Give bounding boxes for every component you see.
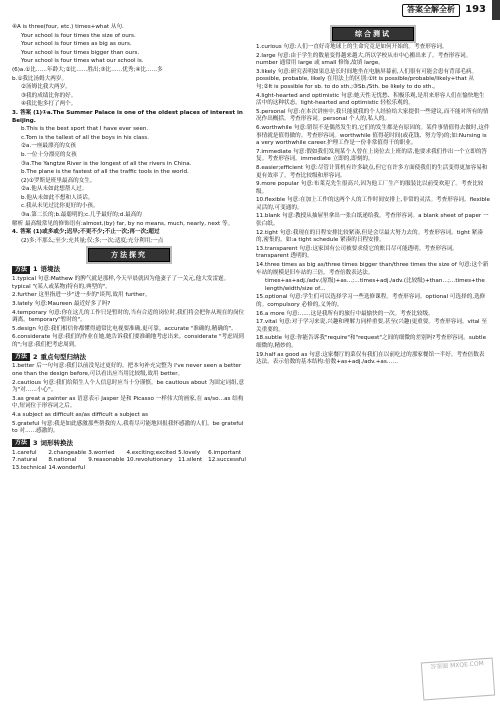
test-item: 13.transparent 句意:这家国有公司被要求使它的账目尽可能透明。考查形容词。transparent 透明的。: [256, 245, 458, 260]
word-item: 4.exciting;excited: [126, 449, 177, 456]
test-item: 18.subtle 句意:你能告诉我"require"和"request"之间的细微的差别吗?考查形容词。subtle 细微的,精妙的。: [256, 335, 487, 349]
top-line: ④A is three(four, etc.) times+what 从句.: [12, 24, 124, 30]
answer-line: b.The plane is the fastest of all the traffic tools in the world.: [21, 169, 189, 176]
method-title: 语境法: [40, 265, 61, 274]
test-item: 12.tight 句意:我现在的日程安排比较紧凑,但是会尽最大努力去的。考查形容词。tight 紧凑的,密集的。如:a tight schedule 紧凑的日程安排。: [256, 229, 483, 244]
word-item: 10.revolutionary: [126, 457, 173, 464]
method-heading: [12, 265, 246, 274]
method-item: 3.as great a painter as 语意表示 Jasper 是和 Picasso 一样伟大的画家,在 as/so…as 结构中,短词位于形容词之后。: [12, 395, 244, 410]
edge-stripe: [492, 0, 500, 20]
top-line: Your school is four times bigger than ours.: [21, 49, 140, 56]
word-item: 5.lovely: [178, 449, 201, 456]
site-watermark: 答案圈 MXQE.COM: [421, 658, 495, 701]
method-item: 6.considerate 句意:我们的作业在她,她告诉我们要准确地考虑出来。considerate "考虑周到的";句意:我们把考虑周到。: [12, 334, 244, 349]
test-item: 17.vital 句意:对于学习来说,兴趣和理解力同样重要,甚至(兴趣)更重要。考查形容词。vital 至关重要的。: [256, 319, 487, 333]
answer-line: c.Tom is the tallest of all the boys in his class.: [21, 134, 149, 141]
method-item: 1.better 后一句句意:我们以前没见过更好的。把本句补充完整为 I've never seen a better one than the design before,可以看出应当用比较级,故用 better。: [12, 363, 242, 378]
test-item: 15.optional 句意:学生们可以选择学习一些选修课程。考查形容词。optional 可选择的,选修的。compulsory 必修的,义务的。: [256, 294, 486, 308]
word-item: 9.reasonable: [88, 457, 125, 464]
top-line: ④我比他多打了两个。: [21, 101, 77, 108]
page-header: [0, 0, 500, 20]
top-line: Your school is four times the size of ours.: [21, 32, 136, 39]
test-item: 4.light-hearted and optimistic 句意:她天性无忧愁、积极乐观,是用来形容人们在愉快地生活中的这种状态。light-hearted and optimistic 轻松乐观的。: [256, 92, 485, 107]
word-item: 11.silent: [178, 457, 203, 464]
top-line: Your school is four times as big as ours.: [21, 41, 132, 48]
test-item: 9.more popular 句意:布莱克先生很高兴,因为他工厂生产的服装比以前受欢迎了。考查比较级。: [256, 181, 484, 195]
method-number: 3: [33, 438, 38, 447]
top-line: b.①我比汤姆大两岁。: [12, 75, 68, 82]
method-tag: 方法: [12, 439, 30, 447]
top-line: Your school is four times what our school is.: [21, 58, 144, 65]
top-line: ②汤姆比我大两岁。: [21, 84, 71, 91]
method-item: 4.temporary 句意:你在这儿的工作只是暂时的,当有合适的岗位时,我们将会把你从现在的岗位调离。temporary"暂时的"。: [12, 309, 245, 324]
test-item: 14.three times as big as/three times bigger than/three times the size of 句意:这个新车站的规模是旧车站的三倍。考查倍数表达法。: [256, 262, 489, 276]
word-item: 13.technical: [12, 464, 47, 471]
method-title: 词形转换法: [40, 438, 74, 447]
right-column: [256, 24, 490, 368]
method-heading: [12, 353, 246, 362]
method-tag: 方法: [12, 353, 30, 361]
method-item: 2.further 这里指进一步"进一步的"谈判,故用 further。: [12, 292, 151, 299]
method-item: 3.lately 句意:Maureen 最近好多了吗?: [12, 301, 111, 308]
method-item: 2.cautious 句意:我们给陌生人个人信息时应当十分谨慎。be cautious about 为固定词组,意为"对……小心"。: [12, 379, 245, 394]
test-item: 10.flexible 句意:在加上工作的这两个人的工作时间安排上,非常的灵活。考查形容词。flexible 灵活的,可变通的。: [256, 197, 490, 211]
test-item: 11.blank 句意:教授从抽屉里拿出一张白纸递给我。考查形容词。a blank sheet of paper 一张白纸。: [256, 213, 489, 228]
answer-line: (2)①罗斯是班里最高的女生。: [21, 177, 96, 184]
answer-line: b.This is the best sport that I have ever seen.: [21, 126, 149, 133]
method-heading: [12, 439, 246, 448]
top-line: (6)a.①比……年龄大;②比……胜出;③比……优秀;④比……多: [12, 66, 163, 73]
word-item: 6.important: [208, 449, 242, 456]
test-item: times+as+adj./adv.(原级)+as…;…times+adj./adv.(比较级)+than…;…times+the length/width/size of…: [265, 278, 485, 292]
answer-line: 4. 答案 (1)或多或少;迟早;不更不少;不止一次;再一次;超过: [12, 229, 160, 236]
answer-line: ②a.他从未如此想帮人过。: [21, 186, 88, 193]
answer-line: c.我从未见过比你更好的小孩。: [21, 203, 99, 210]
answer-line: ③a.第二长的;b.最聪明的;c.几乎最好的;d.最高的: [21, 212, 142, 219]
left-column: [12, 24, 246, 472]
method-title: 重点句型归纳法: [40, 352, 87, 361]
word-item: 2.changeable: [48, 449, 87, 456]
section-banner: 综合测试: [332, 27, 414, 41]
word-item: 3.worried: [88, 449, 115, 456]
word-item: 7.natural: [12, 457, 38, 464]
answer-line: (2)多;不那么;至少;充其量;仅;多;一次;适度;充分利用;一点: [21, 237, 164, 244]
test-item: 1.curious 句意:人们一直好奇地球上的生命究竟是如何开始的。考查形容词。: [256, 44, 448, 50]
test-item: 5.personal 句意:在本次讲座中,我只能就我的个人经验给大家提供一些建议,而不能对所有的情况作出概括。考查形容词。personal 个人的,私人的。: [256, 108, 489, 123]
word-item: 1.careful: [12, 449, 37, 456]
method-tag: 方法: [12, 266, 30, 274]
test-item: 8.easier;efficient 句意:尽管计算机有许多缺点,但它在许多方面使我们的生活变得更加容易和更有效率了。考查比较级和形容词。: [256, 164, 488, 179]
section-banner: 方法探究: [88, 248, 170, 262]
test-item: 2.large 句意:由于学生的数量变得越来越大,所以学校从市中心搬出来了。考查形容词。number 通常用 large 或 small 修饰,故填 large。: [256, 52, 472, 67]
test-item: 3.likely 句意:研究表明如果总是长时间地坐在电脑屏幕前,人们很有可能会患有背部毛病。possible, probable, likely 在用法上的区别:①It is possible/probable/likely+that 从句;②It is possible for sb. to do sth.;③Sb./Sth. be likely to do sth.。: [256, 68, 478, 90]
top-line: ③我的成绩比你的好。: [21, 92, 77, 99]
analysis-line: 解析 最高级常见的修饰语有:almost,(by) far, by no means, much, nearly, next 等。: [12, 220, 234, 227]
word-form-grid: [12, 450, 246, 473]
page-number: 193: [465, 4, 486, 15]
method-item: 1.typical 句意:Mathew 的脾气就是那样,今天早晨就因为他妻子了一关元,他大发雷霆。typical "(某人或某物)特有的,典型的"。: [12, 276, 230, 290]
answer-line: 3. 答案 (1)①a.The Summer Palace is one of the oldest places of interest in Beijing.: [12, 109, 243, 124]
answer-line: ②a.一座最漂亮的女孩: [21, 143, 76, 150]
method-number: 1: [33, 265, 38, 274]
method-item: 5.design 句意:我们相信你都懂得通常比电视要准确,更可靠。accurate "准确的,精确的"。: [12, 325, 237, 332]
answer-brand-label: 答案全解全析: [402, 4, 460, 17]
answer-line: b.他从未如此不想和人谈话。: [21, 194, 94, 201]
test-item: 19.half as good as 句意:这家餐厅的菜仅有我们在以前吃过的那家餐馆一半好。考查倍数表达法。表示倍数的基本结构:倍数+as+adj./adv.+as……: [256, 351, 485, 366]
word-item: 12.successful: [208, 457, 246, 464]
test-item: 16.a more 句意:……这是我所有的旅行中最愉快的一次。考查比较级。: [256, 310, 434, 317]
method-number: 2: [33, 352, 38, 361]
test-item: 7.immediate 句意:假如我们发现某个人曾在上岗位去上班的话,他要求我们作出一个立即的答复。考查形容词。immediate 立即的,即刻的。: [256, 148, 488, 163]
word-item: 14.wonderful: [48, 464, 86, 471]
method-item: 5.grateful 句意:我是如此感激那些帮我的人,我将尽可能地回报我怀感激的人们。be grateful to 对……感激的。: [12, 420, 244, 435]
answer-line: ③a.The Yangtze River is the longest of all the rivers in China.: [21, 160, 192, 167]
method-item: 4.a subject as difficult as/as difficult a subject as: [12, 412, 148, 418]
test-item: 6.worthwhile 句意:错误不是偶然发生的,它们的发生都是有原因的。某件事情值得去做时,这件事情就是值得做的。考查形容词。worthwhile 值得花时间(或花钱、努力等)的;如:Nursing is a very worthwhile career.护理工作是一份非常值得干的职业。: [256, 124, 490, 147]
word-item: 8.national: [48, 457, 77, 464]
answer-line: b.一位十分漂亮的女孩: [21, 151, 77, 158]
